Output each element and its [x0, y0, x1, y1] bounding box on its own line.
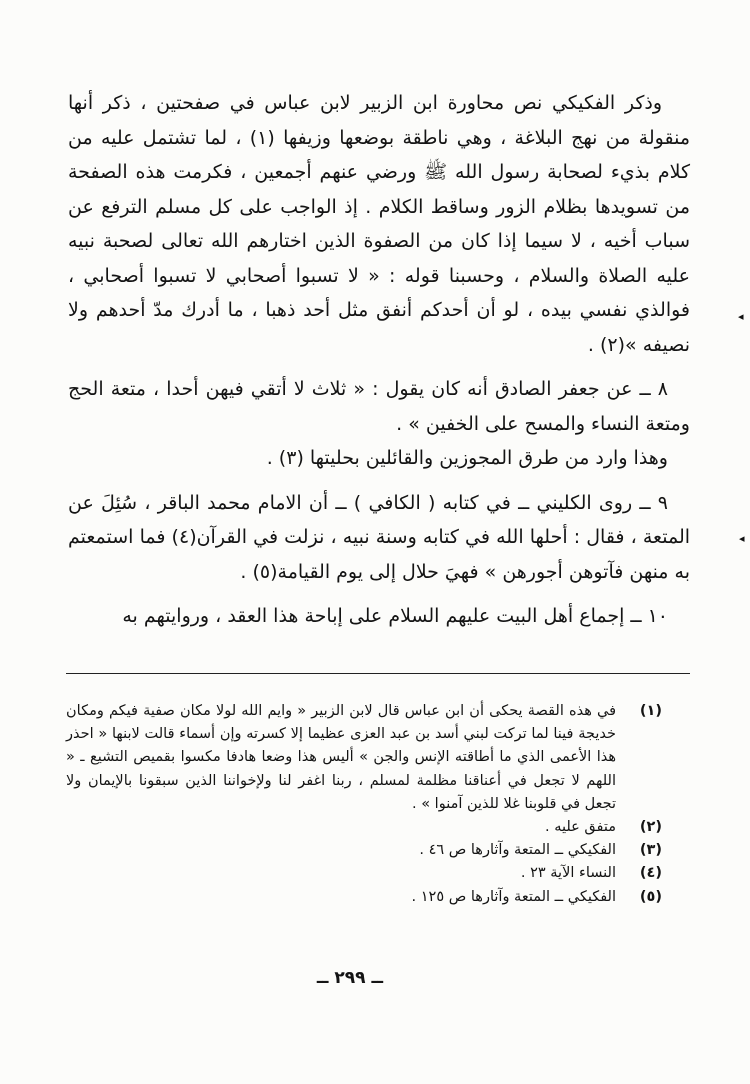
footnote-number: (٢)	[639, 819, 662, 836]
margin-mark-icon: ◂	[738, 310, 744, 323]
margin-mark-icon: ◂	[739, 532, 745, 545]
footnote-number: (٥)	[639, 888, 662, 905]
footnote-divider	[66, 673, 690, 674]
footnote-text: الفكيكي ــ المتعة وآثارها ص ٤٦ .	[419, 842, 616, 859]
paragraph-item-10: ١٠ ــ إجماع أهل البيت عليهم السلام على إباحة هذا العقد ، وروايتهم به	[122, 605, 668, 627]
footnotes	[66, 700, 662, 909]
footnote-1	[66, 700, 662, 816]
main-text	[68, 86, 690, 634]
footnote-number: (٣)	[639, 842, 662, 859]
paragraph-1: وذكر الفكيكي نص محاورة ابن الزبير لابن عباس في صفحتين ، ذكر أنها منقولة من نهج البلاغة ، وهي ناطقة بوضعها وزيفها (١) ، لما تشتمل عليه من كلام بذيء لصحابة رسول الله ﷺ ورضي عنهم أجمعين ، فكرمت هذه الصفحة من تسويدها بظلام الزور وساقط الكلام . إذ الواجب على كل مسلم الترفع عن سباب أخيه ، لا سيما إذا كان من الصفوة الذين اختارهم الله تعالى لصحبة نبيه عليه الصلاة والسلام ، وحسبنا قوله : « لا تسبوا أصحابي لا تسبوا أصحابي ، فوالذي نفسي بيده ، لو أن أحدكم أنفق مثل أحد ذهبا ، ما أدرك مدّ أحدهم ولا نصيفه »(٢) .	[68, 92, 690, 356]
footnote-5	[66, 886, 662, 909]
paragraph-item-9: ٩ ــ روى الكليني ــ في كتابه ( الكافي ) ــ أن الامام محمد الباقر ، سُئِلَ عن المتعة ، فقال : أحلها الله في كتابه وسنة نبيه ، نزلت في القرآن(٤) فما استمعتم به منهن فآتوهن أجورهن » فهيَ حلال إلى يوم القيامة(٥) .	[68, 491, 691, 583]
footnote-text: متفق عليه .	[545, 819, 616, 836]
page-number: ــ ٢٩٩ ــ	[316, 968, 384, 988]
paragraph-narration-note: وهذا وارد من طرق المجوزين والقائلين بحليتها (٣) .	[266, 447, 668, 469]
footnote-text: في هذه القصة يحكى أن ابن عباس قال لابن الزبير « وايم الله لولا مكان صفية فيكم ومكان خديجة فينا لما تركت لبني أسد بن عبد العزى عظيما إلا كسرته وإن أسماء قالت لابنها « احذر هذا الأعمى الذي ما أطاقته الإنس والجن » أليس هذا وضعا هادفا مكسوا بقميص التشيع ـ « اللهم لا تجعل في أعناقنا مظلمة لمسلم ، ربنا اغفر لنا ولإخواننا الذين سبقونا بالإيمان ولا تجعل في قلوبنا غلا للذين آمنوا » .	[66, 703, 616, 812]
footnote-text: الفكيكي ــ المتعة وآثارها ص ١٢٥ .	[411, 888, 616, 905]
footnote-number: (١)	[639, 703, 662, 719]
footnote-text: النساء الآية ٢٣ .	[520, 865, 616, 882]
footnote-4	[66, 862, 662, 885]
footnote-2	[66, 816, 662, 839]
footnote-number: (٤)	[639, 865, 662, 882]
paragraph-item-8: ٨ ــ عن جعفر الصادق أنه كان يقول : « ثلاث لا أتقي فيهن أحدا ، متعة الحج ومتعة النساء والمسح على الخفين » .	[68, 378, 690, 435]
footnote-3	[66, 839, 662, 862]
